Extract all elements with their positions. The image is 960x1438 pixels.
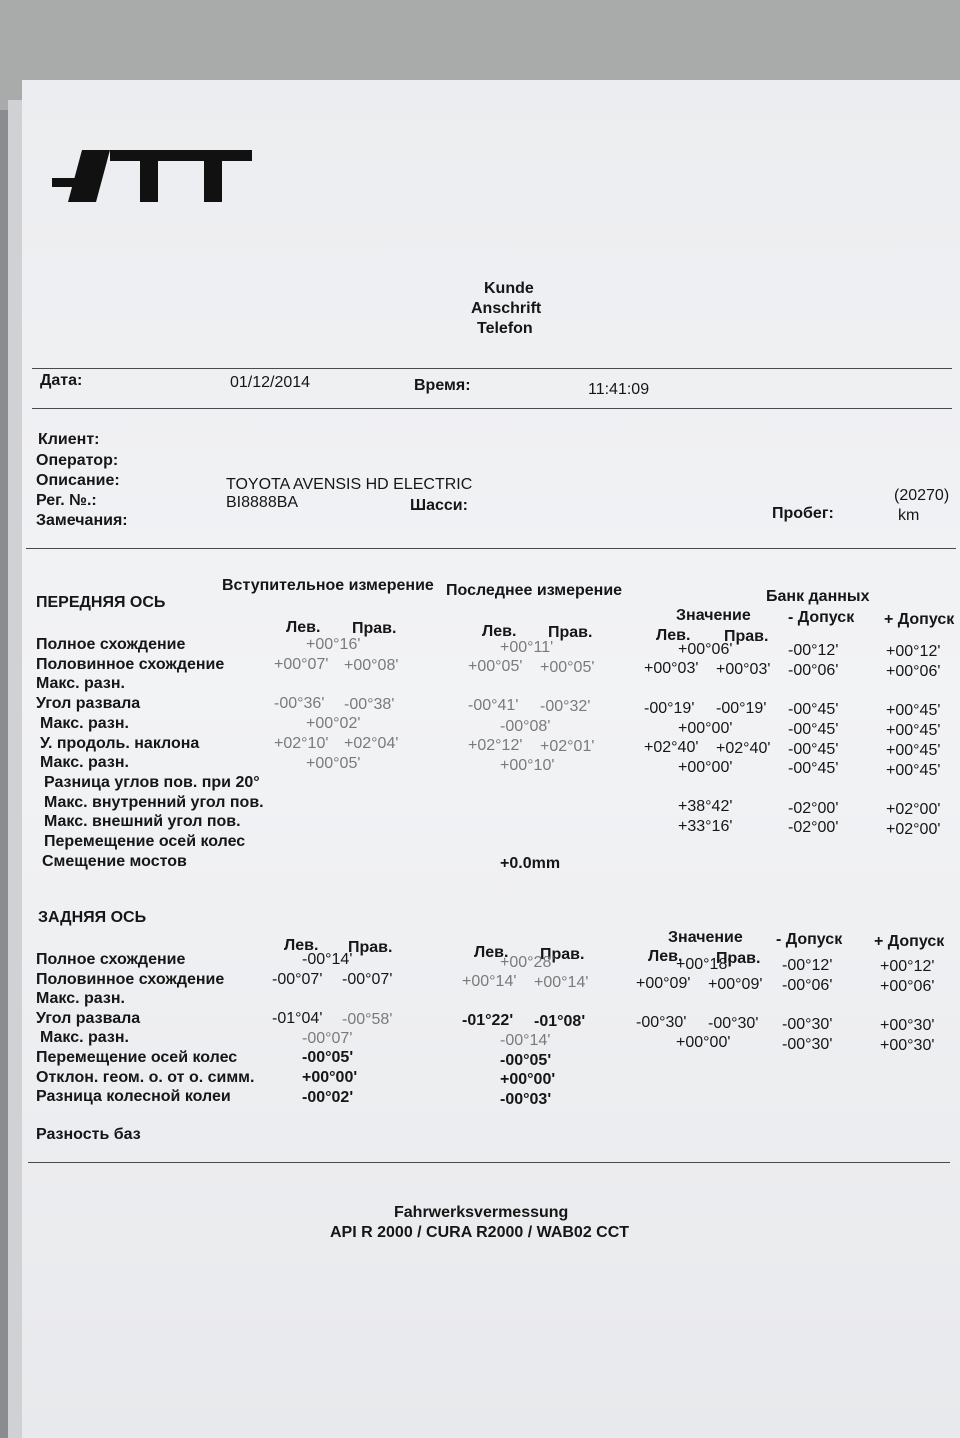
client-label: Клиент: [38, 431, 100, 448]
cell-final-diff: -00°05' [500, 1051, 552, 1069]
cell-final-left: +00°05' [468, 658, 523, 676]
cell-plus-tolerance: +00°06' [880, 977, 935, 995]
cell-plus-tolerance: +00°30' [880, 1036, 935, 1054]
cell-initial-diff: +00°16' [306, 636, 361, 654]
chassis-label: Шасси: [410, 497, 468, 514]
mileage-value: (20270) [894, 487, 950, 504]
cell-value: +00°00' [678, 719, 733, 737]
phone-label: Telefon [477, 320, 533, 337]
cell-value: +00°00' [678, 759, 733, 777]
row-label: Смещение мостов [42, 852, 187, 870]
row-label: Макс. разн. [40, 754, 129, 772]
time-label: Время: [414, 377, 471, 394]
cell-plus-tolerance: +00°45' [886, 741, 941, 759]
cell-initial-left: +02°10' [274, 734, 329, 752]
reg-label: Рег. №.: [36, 492, 97, 509]
cell-initial-diff: +00°05' [306, 754, 361, 772]
row-label: Перемещение осей колес [36, 1049, 238, 1066]
row-label: Перемещение осей колес [44, 833, 246, 850]
row-label: Макс. разн. [40, 714, 129, 732]
cell-plus-tolerance: +00°12' [880, 958, 935, 976]
cell-final-diff: +00°28' [500, 953, 555, 971]
cell-plus-tolerance: +00°06' [886, 663, 941, 681]
row-label: Разница углов пов. при 20° [44, 773, 260, 791]
cell-final-diff: -00°03' [500, 1090, 552, 1108]
front-initial-header: Вступительное измерение [222, 577, 434, 594]
cell-final-diff: +0.0mm [500, 855, 561, 873]
operator-label: Оператор: [36, 452, 119, 469]
front-value-header: Значение [676, 607, 751, 624]
cell-initial-left: -01°04' [272, 1009, 323, 1027]
row-label: Половинное схождение [36, 655, 225, 673]
cell-final-diff: +00°10' [500, 756, 555, 774]
rear-plus-tol-header: + Допуск [874, 933, 945, 950]
notes-label: Замечания: [36, 512, 128, 529]
cell-value-right: +02°40' [716, 739, 771, 757]
cell-minus-tolerance: -00°45' [788, 760, 839, 778]
cell-minus-tolerance: -00°12' [788, 642, 839, 660]
mileage-unit: km [898, 507, 920, 524]
row-label: Половинное схождение [36, 970, 225, 988]
date-label: Дата: [40, 372, 83, 389]
cell-minus-tolerance: -00°30' [782, 1035, 833, 1053]
cell-value-right: +00°03' [716, 661, 771, 679]
front-db-right-header: Прав. [724, 628, 769, 645]
front-init-left-header: Лев. [286, 619, 321, 636]
cell-value-right: -00°30' [708, 1015, 759, 1033]
cell-minus-tolerance: -00°45' [788, 720, 839, 738]
cell-value-right: +00°09' [708, 975, 763, 993]
row-label: Отклон. геом. о. от о. симм. [36, 1068, 255, 1086]
cell-minus-tolerance: -00°06' [788, 661, 839, 679]
cell-value-right: -00°19' [716, 700, 767, 718]
row-label: Разница колесной колеи [36, 1088, 231, 1106]
cell-value: +38°42' [678, 798, 733, 816]
cell-plus-tolerance: +02°00' [886, 820, 941, 838]
front-final-left-header: Лев. [482, 623, 517, 640]
divider [28, 1162, 950, 1163]
cell-minus-tolerance: -00°45' [788, 740, 839, 758]
cell-final-left: -01°22' [462, 1012, 514, 1030]
row-label: Макс. внутренний угол пов. [44, 793, 264, 811]
front-axle-title: ПЕРЕДНЯЯ ОСЬ [36, 594, 166, 611]
customer-label: Kunde [484, 280, 534, 297]
cell-plus-tolerance: +00°12' [886, 643, 941, 661]
rear-value-header: Значение [668, 929, 743, 946]
cell-final-left: +02°12' [468, 736, 523, 754]
row-label: Разность баз [36, 1126, 141, 1143]
front-final-right-header: Прав. [548, 624, 593, 641]
cell-value-left: +00°09' [636, 974, 691, 992]
cell-final-right: +02°01' [540, 737, 595, 755]
cell-value: +00°00' [676, 1034, 731, 1052]
row-label: Макс. разн. [36, 990, 125, 1008]
rear-minus-tol-header: - Допуск [776, 931, 843, 948]
front-database-header: Банк данных [766, 588, 870, 605]
cell-value: +33°16' [678, 818, 733, 836]
cell-initial-right: +00°08' [344, 656, 399, 674]
front-plus-tol-header: + Допуск [884, 611, 955, 628]
rear-init-left-header: Лев. [284, 937, 319, 954]
cell-minus-tolerance: -00°06' [782, 976, 833, 994]
cell-initial-diff: -00°02' [302, 1088, 354, 1106]
footer-equipment: API R 2000 / CURA R2000 / WAB02 CCT [330, 1224, 630, 1241]
divider [26, 548, 956, 549]
footer-title: Fahrwerksvermessung [394, 1204, 569, 1221]
cell-initial-left: -00°07' [272, 970, 323, 988]
front-minus-tol-header: - Допуск [788, 609, 855, 626]
cell-minus-tolerance: -02°00' [788, 799, 839, 817]
cell-plus-tolerance: +00°45' [886, 702, 941, 720]
cell-initial-diff: -00°07' [302, 1029, 353, 1047]
cell-final-right: -00°32' [540, 698, 591, 716]
cell-final-diff: -00°08' [500, 717, 551, 735]
cell-value: +00°06' [678, 640, 733, 658]
cell-final-diff: -00°14' [500, 1032, 551, 1050]
description-value: TOYOTA AVENSIS HD ELECTRIC [226, 476, 473, 493]
cell-final-left: -00°41' [468, 697, 519, 715]
rear-final-left-header: Лев. [474, 944, 509, 961]
row-label: Макс. разн. [36, 675, 125, 693]
cell-initial-diff: +00°00' [302, 1068, 358, 1086]
description-label: Описание: [36, 472, 120, 489]
rear-db-right-header: Прав. [716, 950, 761, 967]
cell-plus-tolerance: +02°00' [886, 800, 941, 818]
row-label: Угол развала [36, 1009, 141, 1027]
rear-init-right-header: Прав. [348, 939, 393, 956]
front-final-header: Последнее измерение [446, 582, 623, 599]
cell-initial-right: -00°07' [342, 971, 393, 989]
date-value: 01/12/2014 [230, 374, 311, 391]
cell-plus-tolerance: +00°45' [886, 761, 941, 779]
cell-minus-tolerance: -00°30' [782, 1015, 833, 1033]
alignment-report-sheet [22, 80, 960, 1438]
cell-value-left: +00°03' [644, 660, 699, 678]
cell-final-right: -01°08' [534, 1012, 586, 1030]
cell-minus-tolerance: -00°12' [782, 957, 833, 975]
cell-final-left: +00°14' [462, 972, 517, 990]
cell-final-right: +00°05' [540, 658, 595, 676]
cell-initial-right: +02°04' [344, 735, 399, 753]
row-label: Угол развала [36, 695, 141, 713]
cell-initial-right: -00°38' [344, 695, 395, 713]
row-label: У. продоль. наклона [40, 734, 200, 752]
cell-initial-diff: +00°02' [306, 715, 361, 733]
row-label: Полное схождение [36, 951, 186, 968]
rear-db-left-header: Лев. [648, 948, 683, 965]
cell-final-right: +00°14' [534, 973, 589, 991]
cell-initial-left: -00°36' [274, 695, 325, 713]
cell-initial-left: +00°07' [274, 655, 329, 673]
row-label: Макс. разн. [40, 1029, 129, 1047]
cell-initial-diff: -00°05' [302, 1049, 354, 1067]
cell-value: +00°18' [676, 955, 731, 973]
divider [32, 408, 952, 409]
cell-minus-tolerance: -02°00' [788, 819, 839, 837]
cell-value-left: +02°40' [644, 738, 699, 756]
address-label: Anschrift [471, 300, 542, 317]
front-init-right-header: Прав. [352, 620, 397, 637]
cell-final-diff: +00°00' [500, 1071, 556, 1089]
cell-initial-diff: -00°14' [302, 951, 353, 969]
cell-final-diff: +00°11' [500, 638, 554, 656]
row-label: Макс. внешний угол пов. [44, 813, 241, 831]
mileage-label: Пробег: [772, 505, 834, 522]
cell-value-left: -00°19' [644, 699, 695, 717]
att-logo [52, 148, 252, 204]
time-value: 11:41:09 [588, 381, 650, 398]
cell-initial-right: -00°58' [342, 1010, 393, 1028]
front-db-left-header: Лев. [656, 627, 691, 644]
cell-plus-tolerance: +00°30' [880, 1017, 935, 1035]
reg-value: BI8888BA [226, 494, 299, 511]
cell-minus-tolerance: -00°45' [788, 701, 839, 719]
cell-value-left: -00°30' [636, 1014, 687, 1032]
divider [32, 368, 952, 369]
logo-text: ATT [52, 148, 54, 149]
row-label: Полное схождение [36, 636, 186, 653]
rear-final-right-header: Прав. [540, 946, 585, 963]
cell-plus-tolerance: +00°45' [886, 722, 941, 740]
rear-axle-title: ЗАДНЯЯ ОСЬ [38, 909, 147, 926]
